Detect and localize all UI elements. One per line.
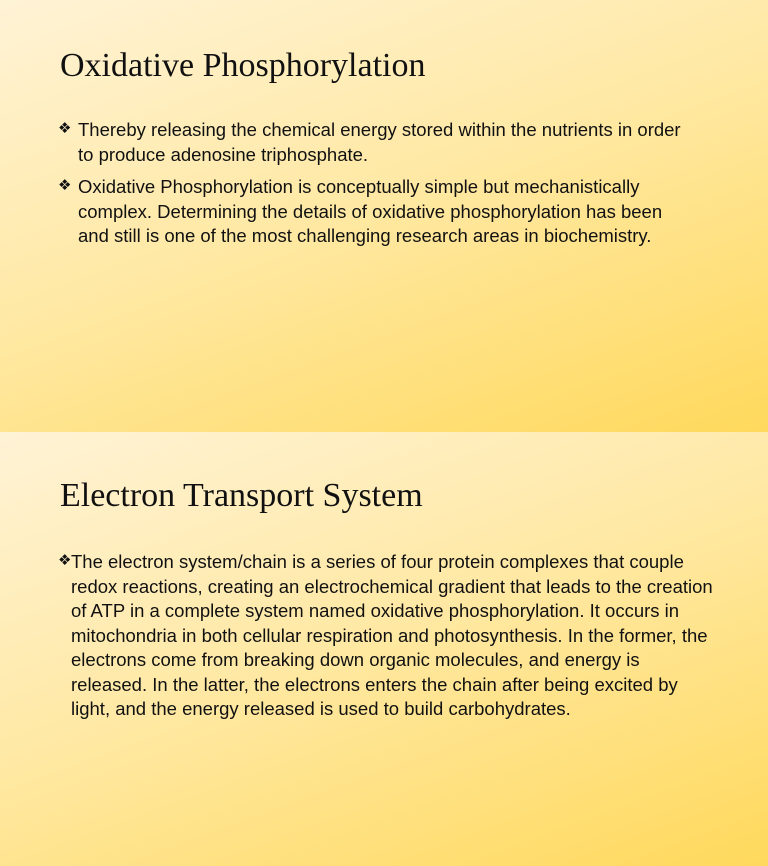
four-diamond-bullet-icon: ❖: [58, 120, 72, 137]
slide-title: Oxidative Phosphorylation: [60, 47, 426, 84]
bullet-list: [58, 550, 718, 730]
slide-title: Electron Transport System: [60, 477, 423, 514]
bullet-list: [58, 118, 698, 257]
four-diamond-bullet-icon: ❖: [58, 552, 72, 569]
four-diamond-bullet-icon: ❖: [58, 177, 72, 194]
bullet-item: [58, 118, 698, 167]
slide-oxidative-phosphorylation: [0, 0, 768, 432]
bullet-text: Thereby releasing the chemical energy stored within the nutrients in order to produce adenosine triphosphate.: [78, 119, 681, 165]
slide-electron-transport-system: [0, 432, 768, 866]
bullet-item: [58, 175, 698, 249]
bullet-text: Oxidative Phosphorylation is conceptually simple but mechanistically complex. Determining the details of oxidative phosphorylation has been and still is one of the most challenging research areas in biochemistry.: [78, 176, 663, 246]
bullet-text: The electron system/chain is a series of four protein complexes that couple redox reactions, creating an electrochemical gradient that leads to the creation of ATP in a complete system named oxidative phosphorylation. It occurs in mitochondria in both cellular respiration and photosynthesis. In the former, the electrons come from breaking down organic molecules, and energy is released. In the latter, the electrons enters the chain after being excited by light, and the energy released is used to build carbohydrates.: [71, 551, 713, 719]
bullet-item: [58, 550, 718, 722]
